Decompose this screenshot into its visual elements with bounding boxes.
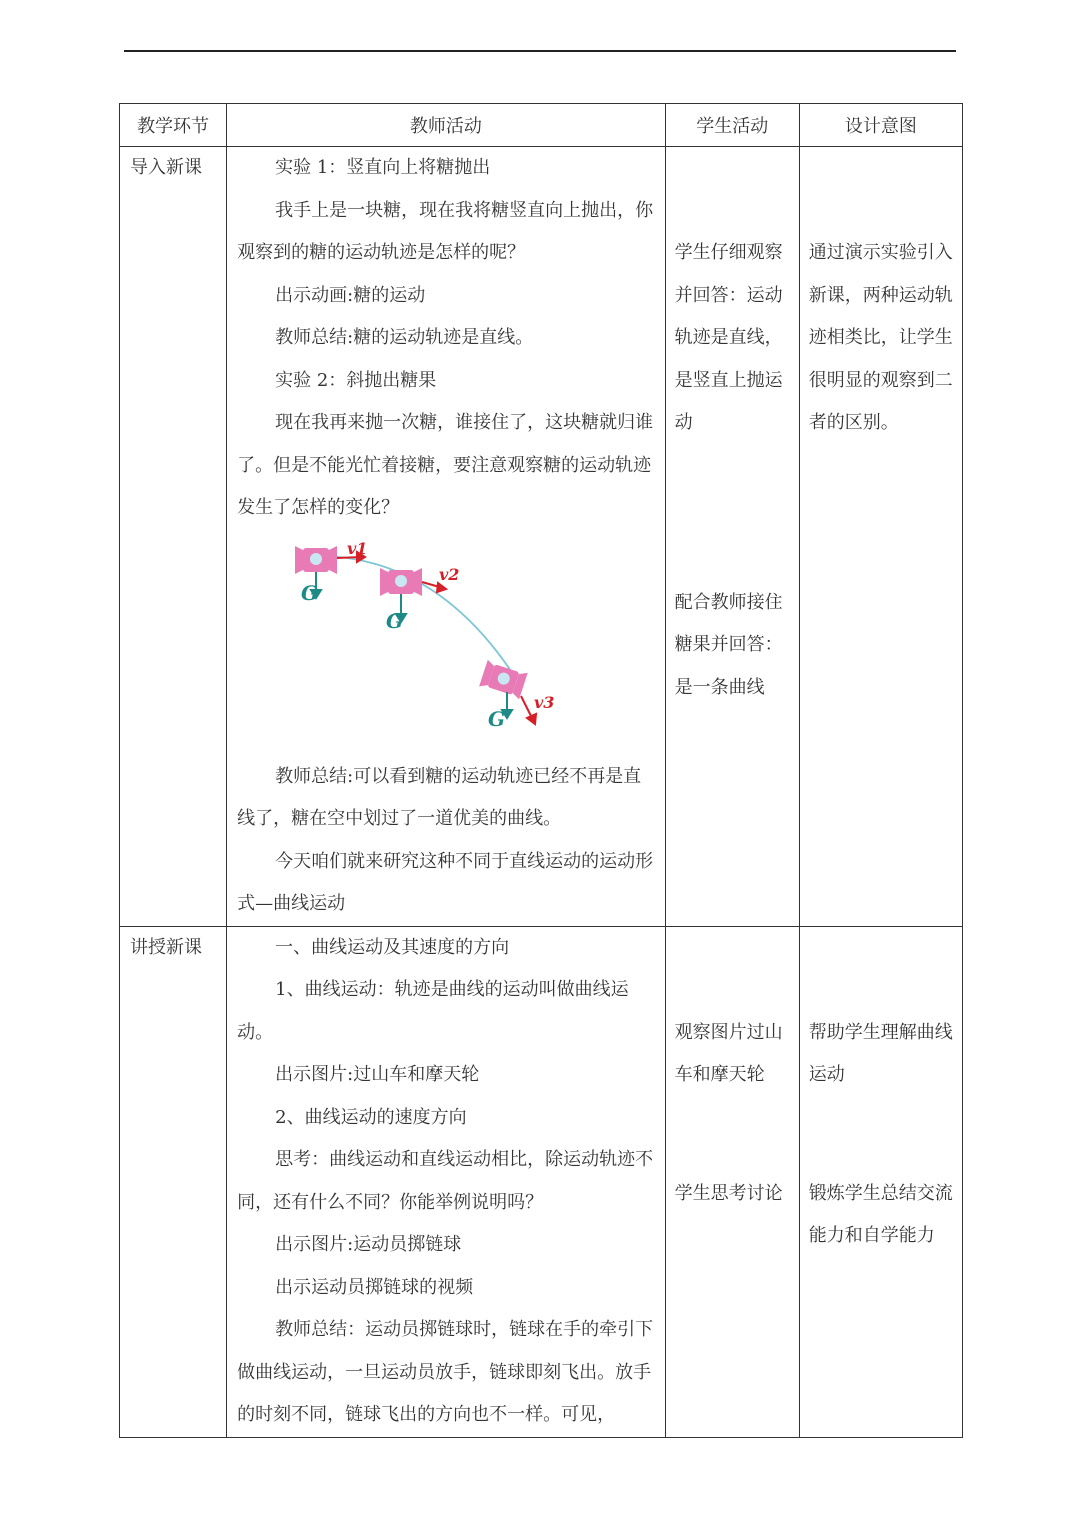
table-header-row — [120, 104, 963, 147]
teacher-activity-cell — [227, 926, 666, 1437]
teacher-activity-cell — [227, 147, 666, 927]
velocity-label-1: v1 — [347, 538, 368, 558]
stage-cell: 导入新课 — [120, 147, 227, 927]
student-activity-cell — [665, 926, 799, 1437]
candy-3 — [479, 659, 528, 699]
teacher-paragraph: 教师总结:糖的运动轨迹是直线。 — [275, 327, 534, 348]
student-response: 观察图片过山车和摩天轮 — [674, 1021, 783, 1085]
stage-cell: 讲授新课 — [120, 926, 227, 1437]
teacher-paragraph: 今天咱们就来研究这种不同于直线运动的运动形式—曲线运动 — [237, 850, 654, 914]
gravity-label: G — [386, 608, 404, 633]
student-response: 学生仔细观察并回答：运动轨迹是直线，是竖直上抛运动 — [674, 242, 783, 433]
teacher-paragraph: 思考：曲线运动和直线运动相比，除运动轨迹不同，还有什么不同？你能举例说明吗？ — [237, 1149, 654, 1213]
candy-2 — [380, 568, 422, 596]
student-response: 学生思考讨论 — [674, 1182, 783, 1204]
table-row-intro — [120, 147, 963, 927]
teacher-paragraph: 现在我再来抛一次糖，谁接住了，这块糖就归谁了。但是不能光忙着接糖，要注意观察糖的运动轨迹发生了怎样的变化？ — [237, 412, 654, 518]
teacher-paragraph: 我手上是一块糖，现在我将糖竖直向上抛出，你观察到的糖的运动轨迹是怎样的呢？ — [237, 199, 654, 263]
teacher-paragraph: 出示运动员掷链球的视频 — [275, 1276, 474, 1298]
header-design-intent: 设计意图 — [799, 104, 962, 147]
header-stage: 教学环节 — [120, 104, 227, 147]
gravity-label: G — [488, 706, 506, 731]
teacher-paragraph: 实验 2：斜抛出糖果 — [275, 369, 437, 391]
design-intent-text: 帮助学生理解曲线运动 — [808, 1021, 953, 1085]
teacher-paragraph: 出示图片:过山车和摩天轮 — [275, 1064, 480, 1085]
teacher-paragraph: 出示图片:运动员掷链球 — [275, 1234, 462, 1255]
header-rule — [124, 50, 956, 52]
table-row-new-lesson — [120, 926, 963, 1437]
figure-labels — [301, 539, 554, 731]
design-intent-text: 通过演示实验引入新课，两种运动轨迹相类比，让学生很明显的观察到二者的区别。 — [808, 242, 953, 433]
teacher-paragraph: 1、曲线运动：轨迹是曲线的运动叫做曲线运动。 — [237, 979, 629, 1043]
teacher-paragraph: 实验 1：竖直向上将糖抛出 — [275, 157, 491, 178]
student-response: 配合教师接住糖果并回答：是一条曲线 — [674, 591, 783, 698]
teacher-paragraph: 出示动画:糖的运动 — [275, 284, 426, 306]
header-student-activity: 学生活动 — [665, 104, 799, 147]
lesson-plan-table — [119, 103, 963, 1438]
teacher-paragraph: 2、曲线运动的速度方向 — [275, 1106, 467, 1128]
gravity-label: G — [301, 580, 319, 605]
student-activity-cell — [665, 147, 799, 927]
trajectory-illustration — [283, 534, 563, 754]
design-intent-cell — [799, 147, 962, 927]
teacher-paragraph: 教师总结：运动员掷链球时，链球在手的牵引下做曲线运动，一旦运动员放手，链球即刻飞出。放手的时刻不同，链球飞出的方向也不一样。可见， — [237, 1319, 654, 1425]
teacher-paragraph: 一、曲线运动及其速度的方向 — [275, 936, 510, 958]
candy-trajectory-figure — [237, 530, 657, 756]
velocity-label-3: v3 — [534, 692, 555, 712]
design-intent-cell — [799, 926, 962, 1437]
teacher-paragraph: 教师总结:可以看到糖的运动轨迹已经不再是直线了，糖在空中划过了一道优美的曲线。 — [237, 765, 642, 829]
design-intent-text: 锻炼学生总结交流能力和自学能力 — [808, 1182, 953, 1246]
header-teacher-activity: 教师活动 — [227, 104, 666, 147]
velocity-label-2: v2 — [439, 564, 460, 584]
candy-1 — [295, 546, 337, 574]
